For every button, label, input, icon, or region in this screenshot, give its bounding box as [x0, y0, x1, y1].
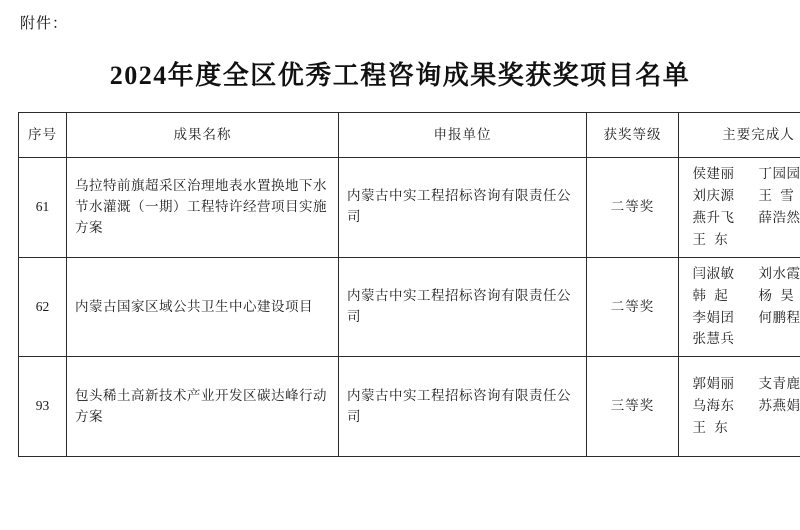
person-name: 王 雪 [758, 187, 795, 203]
table-row [19, 257, 800, 357]
person-name: 韩 起 [692, 287, 729, 303]
award-list-table [18, 112, 800, 457]
person-name: 苏燕娟 [758, 398, 800, 414]
column-header-persons: 主要完成人 [679, 113, 800, 158]
person-name: 张慧兵 [692, 331, 735, 347]
table-header-row [19, 113, 800, 158]
person-name: 支青鹿 [758, 376, 800, 392]
person-name: 薛浩然 [758, 209, 800, 225]
person-name: 何鹏程 [758, 309, 800, 325]
row-persons [679, 158, 800, 258]
column-header-no: 序号 [19, 113, 67, 158]
column-header-name: 成果名称 [67, 113, 339, 158]
person-name: 刘庆源 [692, 187, 735, 203]
person-name: 杨 昊 [758, 287, 795, 303]
person-name: 郭娟丽 [692, 376, 735, 392]
row-unit: 内蒙古中实工程招标咨询有限责任公司 [339, 357, 587, 457]
row-result-name: 包头稀土高新技术产业开发区碳达峰行动方案 [67, 357, 339, 457]
table-row [19, 357, 800, 457]
table-header [19, 113, 800, 158]
attachment-label: 附件： [20, 16, 69, 32]
row-number: 61 [19, 158, 67, 258]
person-name [759, 329, 800, 350]
row-award-level: 二等奖 [587, 158, 679, 258]
person-name [759, 230, 800, 251]
row-result-name: 内蒙古国家区域公共卫生中心建设项目 [67, 257, 339, 357]
column-header-unit: 申报单位 [339, 113, 587, 158]
person-name: 刘水霞 [758, 265, 800, 281]
column-header-level: 获奖等级 [587, 113, 679, 158]
row-persons [679, 357, 800, 457]
person-name: 王 东 [692, 231, 729, 247]
person-name: 王 东 [692, 420, 729, 436]
person-name: 李娟囝 [692, 309, 735, 325]
row-unit: 内蒙古中实工程招标咨询有限责任公司 [339, 257, 587, 357]
row-award-level: 二等奖 [587, 257, 679, 357]
table-row [19, 158, 800, 258]
row-number: 62 [19, 257, 67, 357]
row-persons [679, 257, 800, 357]
person-name: 燕升飞 [692, 209, 735, 225]
person-name: 丁园园 [758, 166, 800, 181]
page-title: 2024年度全区优秀工程咨询成果奖获奖项目名单 [109, 61, 691, 90]
row-number: 93 [19, 357, 67, 457]
row-unit: 内蒙古中实工程招标咨询有限责任公司 [339, 158, 587, 258]
person-name: 闫淑敏 [692, 265, 735, 281]
person-name: 侯建丽 [692, 166, 735, 181]
table-body [19, 158, 800, 457]
row-award-level: 三等奖 [587, 357, 679, 457]
row-result-name: 乌拉特前旗超采区治理地表水置换地下水节水灌溉（一期）工程特许经营项目实施方案 [67, 158, 339, 258]
person-name [759, 418, 800, 439]
person-name: 乌海东 [692, 398, 735, 414]
